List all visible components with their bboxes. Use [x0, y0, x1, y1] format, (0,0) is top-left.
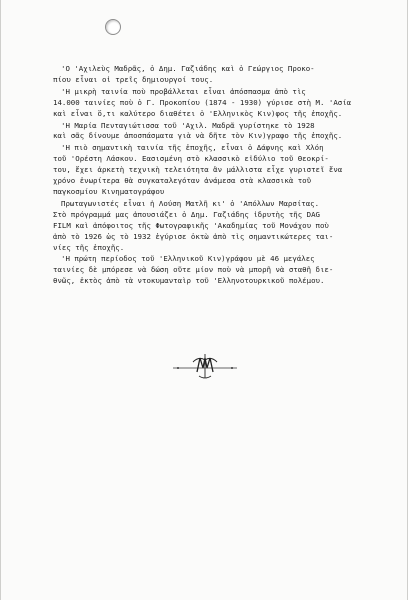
text-line: 'Ο 'Αχιλεὺς Μαδρᾶς, ὁ Δημ. Γαζιάδης καὶ ὁ Γεώργιος Προκο- [61, 64, 315, 73]
text-line: καὶ εἶναι ὅ,τι καλύτερο διαθέτει ὁ 'Ελληνικὸς Κιν)φος τῆς ἐποχῆς. [53, 108, 343, 118]
paragraph-6 [53, 254, 381, 287]
paragraph-4 [53, 143, 381, 198]
punch-hole [105, 19, 121, 35]
text-line: χρόνο ἐνωρίτερα θὰ συγκαταλεγόταν ἀνάμεσα στὰ κλασσικὰ τοῦ [53, 176, 312, 186]
text-line: Στὸ πρόγραμμά μας ἀπουσιάζει ὁ Δημ. Γαζιάδης ἱδρυτὴς τῆς DAG [53, 209, 320, 219]
text-line: τοῦ 'Ορέστη Λάσκου. Εασισμένη στὸ κλασσικὸ εἰδύλιο τοῦ Θεοκρί- [53, 154, 329, 164]
text-line: 'Η μικρὴ ταινία ποὺ προβάλλεται εἶναι ἀπόσπασμα ἀπὸ τὶς [61, 86, 306, 96]
text-line: πίου εἶναι οἱ τρεῖς δημιουργοί τους. [53, 74, 214, 84]
text-line: FILM καὶ ἀπόφοιτος τῆς Φωτογραφικῆς 'Ακαδημίας τοῦ Μονάχου ποὺ [53, 220, 329, 230]
text-line: θνῶς, ἐκτὸς ἀπὸ τὰ ντοκυμανταὶρ τοῦ 'Ελληνοτουρκικοῦ πολέμου. [53, 276, 325, 286]
body-text [53, 64, 381, 288]
paragraph-3 [53, 121, 381, 143]
text-line: νίες τῆς ἐποχῆς. [53, 242, 125, 252]
text-line: ταινίες δὲ μπόρεσε νὰ δώση οὔτε μίον ποὺ νὰ μπορῆ νὰ σταθῆ διε- [53, 265, 334, 275]
text-line: 'Η πιὸ σημαντικὴ ταινία τῆς ἐποχῆς, εἶναι ὁ Δάφνης καὶ Χλόη [61, 143, 324, 153]
text-line: ἀπὸ τὸ 1926 ὡς τὸ 1932 ἐγύρισε ὀκτὼ ἀπὸ τὶς σημαντικώτερες ται- [53, 231, 334, 241]
ornament-icon [169, 348, 241, 384]
text-line: Πρωταγωνιστές εἶναι ἡ Λούση Ματλῆ κι' ὁ 'Απόλλων Μαρσίτας. [61, 198, 320, 208]
paragraph-2 [53, 87, 381, 120]
text-line: 'Η Μαρία Πενταγιώτισσα τοῦ 'Αχιλ. Μαδρᾶ γυρίστηκε τὸ 1928 [61, 120, 315, 130]
paragraph-5 [53, 199, 381, 254]
text-line: καὶ σᾶς δίνουμε ἀποσπάσματα γιὰ νὰ δῆτε τὸν Κιν)γραφο τῆς ἐποχῆς. [53, 131, 343, 141]
text-line: 14.000 ταινίες ποὺ ὁ Γ. Προκοπίου (1874 - 1930) γύρισε στὴ Μ. 'Ασία [53, 97, 352, 107]
text-line: 'Η πρώτη περίοδος τοῦ 'Ελληνικοῦ Κιν)γράφου μὲ 46 μεγάλες [61, 254, 315, 264]
text-line: του, ἔχει ἀρκετὴ τεχνικὴ τελειότητα ἂν μάλλιστα εἶχε γυριστεῖ ἕνα [53, 165, 343, 175]
paragraph-1 [53, 64, 381, 86]
text-line: παγκοσμίου Κινηματογράφου [53, 186, 165, 196]
